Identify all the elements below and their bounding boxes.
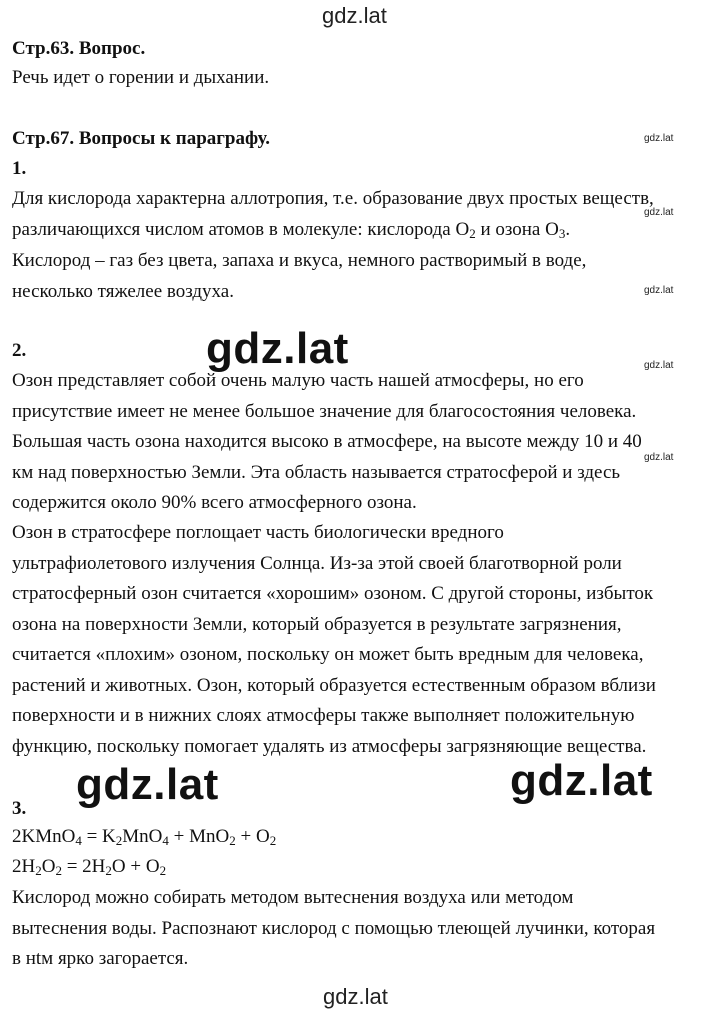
eq2-sub: 2 bbox=[159, 863, 167, 878]
eq1-part: + O bbox=[235, 826, 270, 847]
section1-text: Речь идет о горении и дыхании. bbox=[12, 67, 270, 88]
q2-line: растений и животных. Озон, который образуется естественным образом вблизи bbox=[12, 675, 656, 696]
watermark-small-3: gdz.lat bbox=[644, 285, 674, 296]
q1-line2-sub2: 3 bbox=[558, 226, 566, 241]
eq1-sub: 2 bbox=[229, 833, 236, 848]
q2-line: Озон представляет собой очень малую часть нашей атмосферы, но его bbox=[12, 370, 584, 391]
q2-line: считается «плохим» озоном, поскольку он может быть вредным для человека, bbox=[12, 644, 644, 665]
eq1-sub: 2 bbox=[269, 833, 277, 848]
watermark-top: gdz.lat bbox=[322, 3, 387, 28]
q1-number: 1. bbox=[12, 158, 27, 179]
q1-line2-c: . bbox=[565, 219, 571, 240]
eq2-sub: 2 bbox=[35, 863, 42, 878]
q1-line3: Кислород – газ без цвета, запаха и вкуса, немного растворимый в воде, bbox=[12, 250, 587, 271]
q1-line1: Для кислорода характерна аллотропия, т.е. образование двух простых веществ, bbox=[12, 188, 654, 209]
equation-1 bbox=[12, 826, 276, 848]
q1-line2-sub1: 2 bbox=[469, 226, 476, 241]
q2-line: содержится около 90% всего атмосферного озона. bbox=[12, 492, 417, 513]
eq2-sub: 2 bbox=[105, 863, 112, 878]
q2-line: озона на поверхности Земли, который образуется в результате загрязнения, bbox=[12, 614, 622, 635]
equation-2 bbox=[12, 856, 166, 878]
watermark-big-3: gdz.lat bbox=[510, 756, 653, 805]
q1-line2 bbox=[12, 219, 570, 241]
eq2-part: 2H bbox=[12, 856, 36, 877]
watermark-small-2: gdz.lat bbox=[644, 207, 674, 218]
q2-line: ультрафиолетового излучения Солнца. Из-за этой своей благотворной роли bbox=[12, 553, 622, 574]
q3-line: в нtм ярко загорается. bbox=[12, 948, 189, 969]
eq1-part: = K bbox=[81, 826, 116, 847]
eq2-sub: 2 bbox=[55, 863, 62, 878]
q1-line2-a: различающихся числом атомов в молекуле: кислорода О bbox=[12, 219, 470, 240]
watermark-bottom: gdz.lat bbox=[323, 984, 388, 1009]
q2-line: поверхности и в нижних слоях атмосферы также выполняет положительную bbox=[12, 705, 635, 726]
eq1-part: + MnO bbox=[168, 826, 230, 847]
eq1-sub: 2 bbox=[115, 833, 123, 848]
q2-line: км над поверхностью Земли. Эта область называется стратосферой и здесь bbox=[12, 462, 621, 483]
watermark-big-1: gdz.lat bbox=[206, 324, 349, 373]
q3-line: вытеснения воды. Распознают кислород с помощью тлеющей лучинки, которая bbox=[12, 918, 656, 939]
eq1-part: 2KMnO bbox=[12, 826, 76, 847]
q2-line: присутствие имеет не менее большое значение для благосостояния человека. bbox=[12, 401, 637, 422]
section1-heading: Стр.63. Вопрос. bbox=[12, 38, 146, 59]
q3-line: Кислород можно собирать методом вытеснения воздуха или методом bbox=[12, 887, 574, 908]
watermark-big-2: gdz.lat bbox=[76, 760, 219, 809]
watermark-small-1: gdz.lat bbox=[644, 133, 674, 144]
q2-number: 2. bbox=[12, 340, 27, 361]
q2-line: Большая часть озона находится высоко в атмосфере, на высоте между 10 и 40 bbox=[12, 431, 642, 452]
eq2-part: O bbox=[41, 856, 56, 877]
q1-line2-b: и озона О bbox=[475, 219, 559, 240]
eq2-part: O + O bbox=[111, 856, 160, 877]
q1-line4: несколько тяжелее воздуха. bbox=[12, 281, 234, 302]
eq1-sub: 4 bbox=[75, 833, 82, 848]
q2-line: Озон в стратосфере поглощает часть биологически вредного bbox=[12, 522, 504, 543]
eq1-part: MnO bbox=[122, 826, 163, 847]
q2-line: функцию, поскольку помогает удалять из атмосферы загрязняющие вещества. bbox=[12, 736, 647, 757]
eq2-part: = 2H bbox=[61, 856, 106, 877]
q2-line: стратосферный озон считается «хорошим» озоном. С другой стороны, избыток bbox=[12, 583, 654, 604]
watermark-small-4: gdz.lat bbox=[644, 360, 674, 371]
eq1-sub: 4 bbox=[162, 833, 169, 848]
watermark-small-5: gdz.lat bbox=[644, 452, 674, 463]
section2-heading: Стр.67. Вопросы к параграфу. bbox=[12, 128, 270, 149]
q3-number: 3. bbox=[12, 798, 27, 819]
